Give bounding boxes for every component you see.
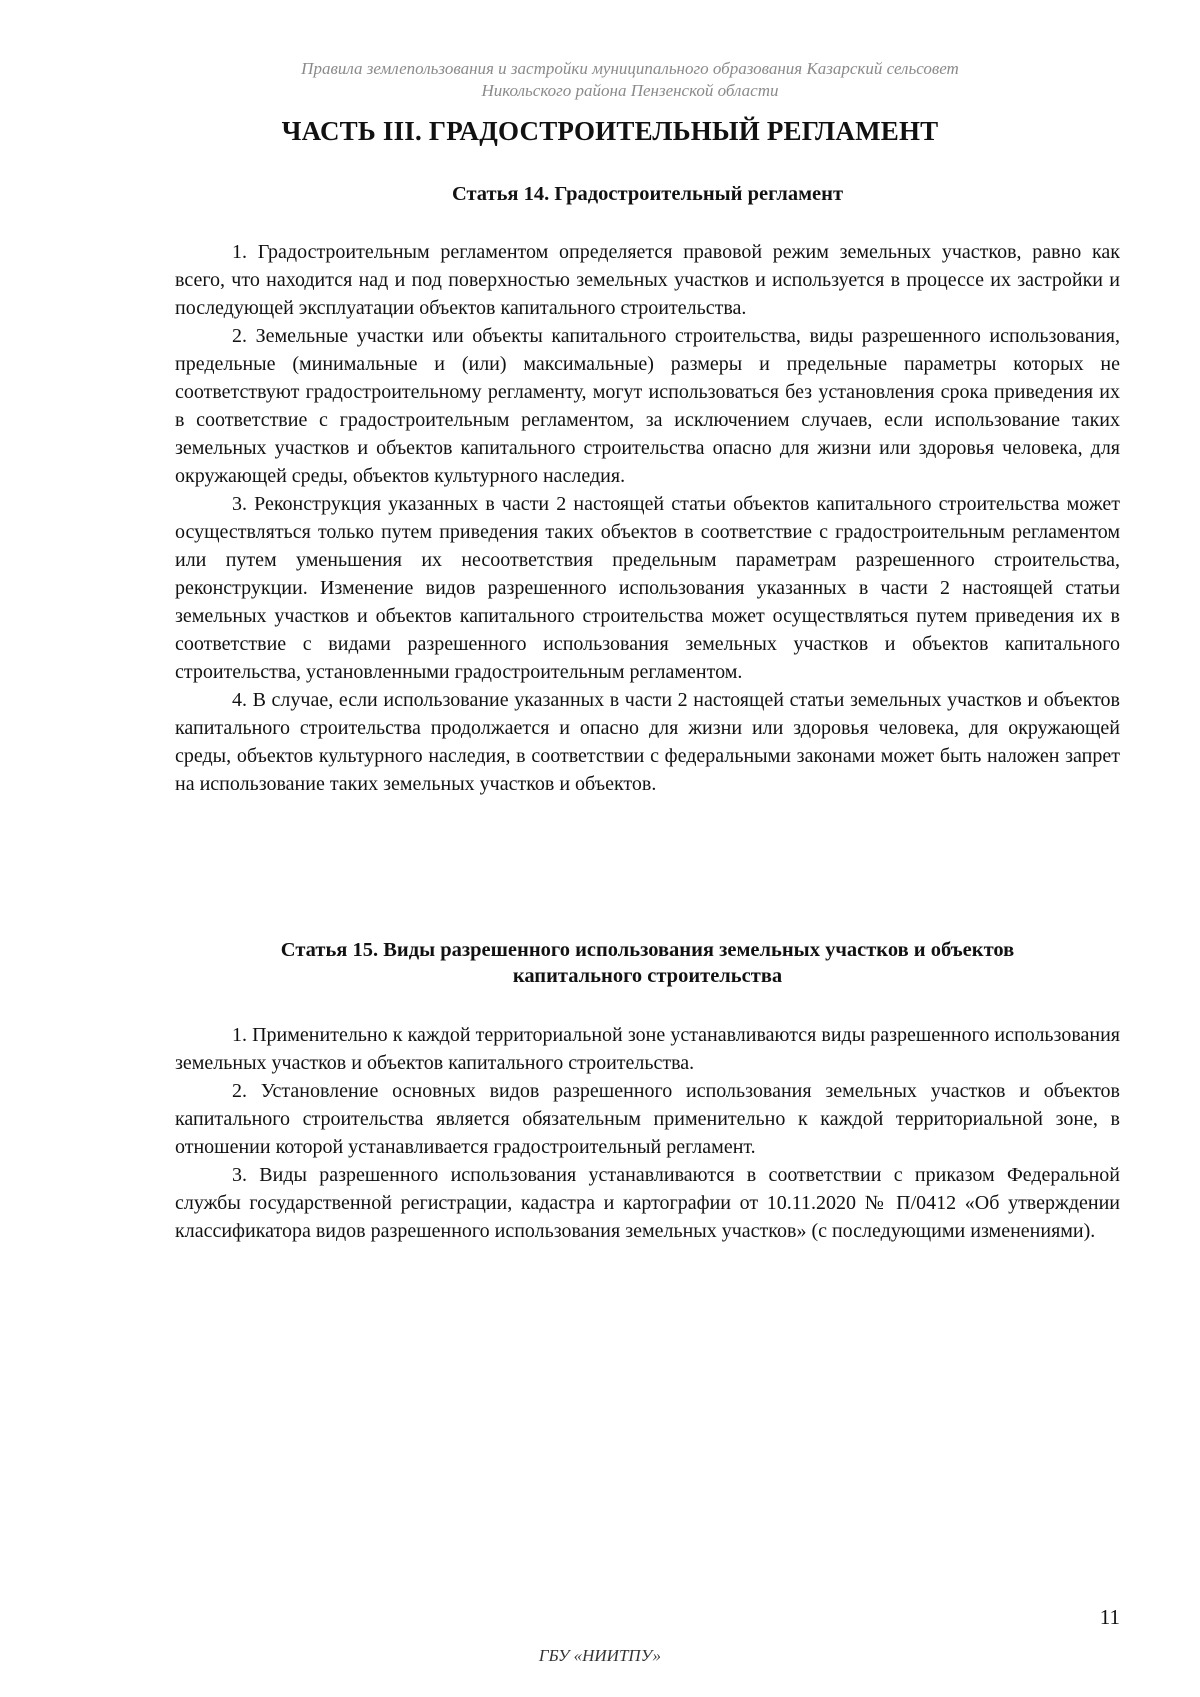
article-15-body [175, 1021, 1120, 1245]
running-header-line-2: Никольского района Пензенской области [481, 81, 779, 100]
article-14-heading: Статья 14. Градостроительный регламент [451, 183, 844, 205]
article-14-paragraph-3: 3. Реконструкция указанных в части 2 настоящей статьи объектов капитального строительства может осуществляться только путем приведения таких объектов в соответствие с градостроительным регламентом или путем уменьшения их несоответствия предельным параметрам разрешенного строительства, реконструкции. Изменение видов разрешенного использования указанных в части 2 настоящей статьи земельных участков и объектов капитального строительства может осуществляться путем приведения их в соответствие с видами разрешенного использования земельных участков и объектов капитального строительства, установленными градостроительным регламентом. [175, 493, 1120, 683]
article-15-paragraph-1: 1. Применительно к каждой территориальной зоне устанавливаются виды разрешенного использования земельных участков и объектов капитального строительства. [175, 1024, 1120, 1074]
article-15-paragraph-3: 3. Виды разрешенного использования устанавливаются в соответствии с приказом Федеральной службы государственной регистрации, кадастра и картографии от 10.11.2020 № П/0412 «Об утверждении классификатора видов разрешенного использования земельных участков» (с последующими изменениями). [175, 1164, 1120, 1242]
part-title: ЧАСТЬ III. ГРАДОСТРОИТЕЛЬНЫЙ РЕГЛАМЕНТ [281, 116, 939, 146]
running-header-line-1: Правила землепользования и застройки муниципального образования Казарский сельсовет [301, 59, 959, 78]
page-footer: ГБУ «НИИТПУ» [538, 1646, 662, 1665]
page-number: 11 [1099, 1605, 1120, 1629]
article-15-heading-line-2: капитального строительства [512, 965, 783, 987]
article-14-body [175, 238, 1120, 798]
running-header [180, 58, 1080, 102]
article-15-heading-line-1: Статья 15. Виды разрешенного использования земельных участков и объектов [280, 939, 1015, 961]
article-14-paragraph-2: 2. Земельные участки или объекты капитального строительства, виды разрешенного использования, предельные (минимальные и (или) максимальные) размеры и предельные параметры которых не соответствуют градостроительному регламенту, могут использоваться без установления срока приведения их в соответствие с градостроительным регламентом, за исключением случаев, если использование таких земельных участков и объектов капитального строительства опасно для жизни или здоровья человека, для окружающей среды, объектов культурного наследия. [175, 325, 1120, 487]
article-15-paragraph-2: 2. Установление основных видов разрешенного использования земельных участков и объектов капитального строительства является обязательным применительно к каждой территориальной зоне, в отношении которой устанавливается градостроительный регламент. [175, 1080, 1120, 1158]
article-14-paragraph-4: 4. В случае, если использование указанных в части 2 настоящей статьи земельных участков и объектов капитального строительства продолжается и опасно для жизни или здоровья человека, для окружающей среды, объектов культурного наследия, в соответствии с федеральными законами может быть наложен запрет на использование таких земельных участков и объектов. [175, 689, 1120, 795]
article-15-heading [175, 937, 1120, 989]
article-14-paragraph-1: 1. Градостроительным регламентом определяется правовой режим земельных участков, равно как всего, что находится над и под поверхностью земельных участков и используется в процессе их застройки и последующей эксплуатации объектов капитального строительства. [175, 241, 1120, 319]
